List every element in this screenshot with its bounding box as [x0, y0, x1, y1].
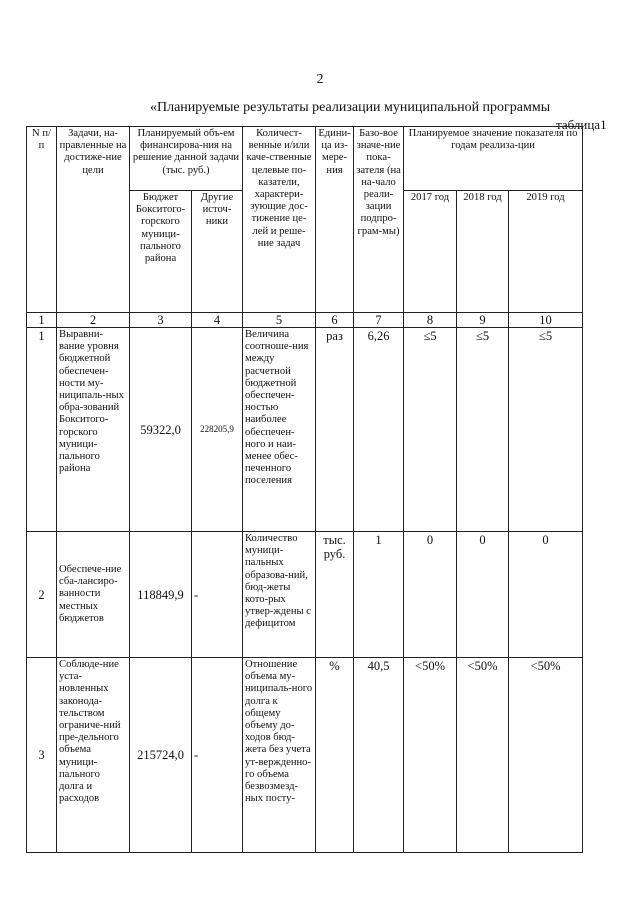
header-funding: Планируемый объ-ем финансирова-ния на решение данной задачи (тыс. руб.): [130, 127, 243, 191]
col-number: 6: [316, 313, 354, 328]
document-title: «Планируемые результаты реализации муниципальной программы: [150, 100, 551, 115]
row-unit: %: [316, 658, 354, 853]
row-2019: <50%: [509, 658, 583, 853]
page-number: 2: [316, 72, 324, 87]
row-no: 1: [27, 328, 57, 532]
row-indicator: Величина соотноше-ния между расчетной бюджетной обеспечен-ностью наиболее обеспечен-ного и наи-менее обес-печенного поселения: [243, 328, 316, 532]
row-2018: ≤5: [457, 328, 509, 532]
row-task: Соблюде-ние уста-новленных законода-тельством ограниче-ний пре-дельного объема муници-пального долга и расходов: [57, 658, 130, 853]
col-number: 8: [404, 313, 457, 328]
col-number: 5: [243, 313, 316, 328]
row-2017: <50%: [404, 658, 457, 853]
row-2017: 0: [404, 532, 457, 658]
row-indicator: Количество муници-пальных образова-ний, бюд-жеты кото-рых утвер-ждены с дефицитом: [243, 532, 316, 658]
table-row: [27, 658, 583, 853]
row-2018: <50%: [457, 658, 509, 853]
row-2017: ≤5: [404, 328, 457, 532]
row-2019: 0: [509, 532, 583, 658]
col-number: 7: [354, 313, 404, 328]
row-budget: 59322,0: [130, 328, 192, 532]
col-number: 10: [509, 313, 583, 328]
row-other: -: [192, 532, 243, 658]
row-task: Выравни-вание уровня бюджетной обеспечен-ности му-ниципаль-ных обра-зований Бокситого-горского муници-пального района: [57, 328, 130, 532]
header-funding-other: Другие источ-ники: [192, 191, 243, 313]
col-number: 3: [130, 313, 192, 328]
header-tasks: Задачи, на-правленные на достиже-ние цели: [57, 127, 130, 313]
row-2019: ≤5: [509, 328, 583, 532]
results-table: [26, 126, 583, 853]
header-2017: 2017 год: [404, 191, 457, 313]
table-label: таблица1: [556, 117, 607, 132]
row-unit: раз: [316, 328, 354, 532]
row-no: 2: [27, 532, 57, 658]
header-planned: Планируемое значение показателя по годам реализа-ции: [404, 127, 583, 191]
row-budget: 215724,0: [130, 658, 192, 853]
header-base: Базо-вое значе-ние пока-зателя (на на-чало реали-зации подпро-грам-мы): [354, 127, 404, 313]
col-number: 9: [457, 313, 509, 328]
row-2018: 0: [457, 532, 509, 658]
header-2019: 2019 год: [509, 191, 583, 313]
column-numbers-row: [27, 313, 583, 328]
row-base: 40,5: [354, 658, 404, 853]
row-base: 6,26: [354, 328, 404, 532]
col-number: 4: [192, 313, 243, 328]
row-budget: 118849,9: [130, 532, 192, 658]
header-no: N п/ п: [27, 127, 57, 313]
header-unit: Едини-ца из-мере-ния: [316, 127, 354, 313]
row-no: 3: [27, 658, 57, 853]
header-funding-budget: Бюджет Бокситого-горского муници-пального района: [130, 191, 192, 313]
row-task: Обеспече-ние сба-лансиро-ванности местных бюджетов: [57, 532, 130, 658]
row-indicator: Отношение объема му-ниципаль-ного долга к общему объему до-ходов бюд-жета без учета ут-вержденно-го объема безвозмезд-ных посту-: [243, 658, 316, 853]
col-number: 2: [57, 313, 130, 328]
header-2018: 2018 год: [457, 191, 509, 313]
table-row: [27, 328, 583, 532]
row-other: 228205,9: [192, 328, 243, 532]
row-other: -: [192, 658, 243, 853]
row-unit: тыс. руб.: [316, 532, 354, 658]
col-number: 1: [27, 313, 57, 328]
row-base: 1: [354, 532, 404, 658]
header-indicators: Количест-венные и/или каче-ственные целевые по-казатели, характери-зующие дос-тижение це-лей и реше-ние задач: [243, 127, 316, 313]
table-row: [27, 532, 583, 658]
